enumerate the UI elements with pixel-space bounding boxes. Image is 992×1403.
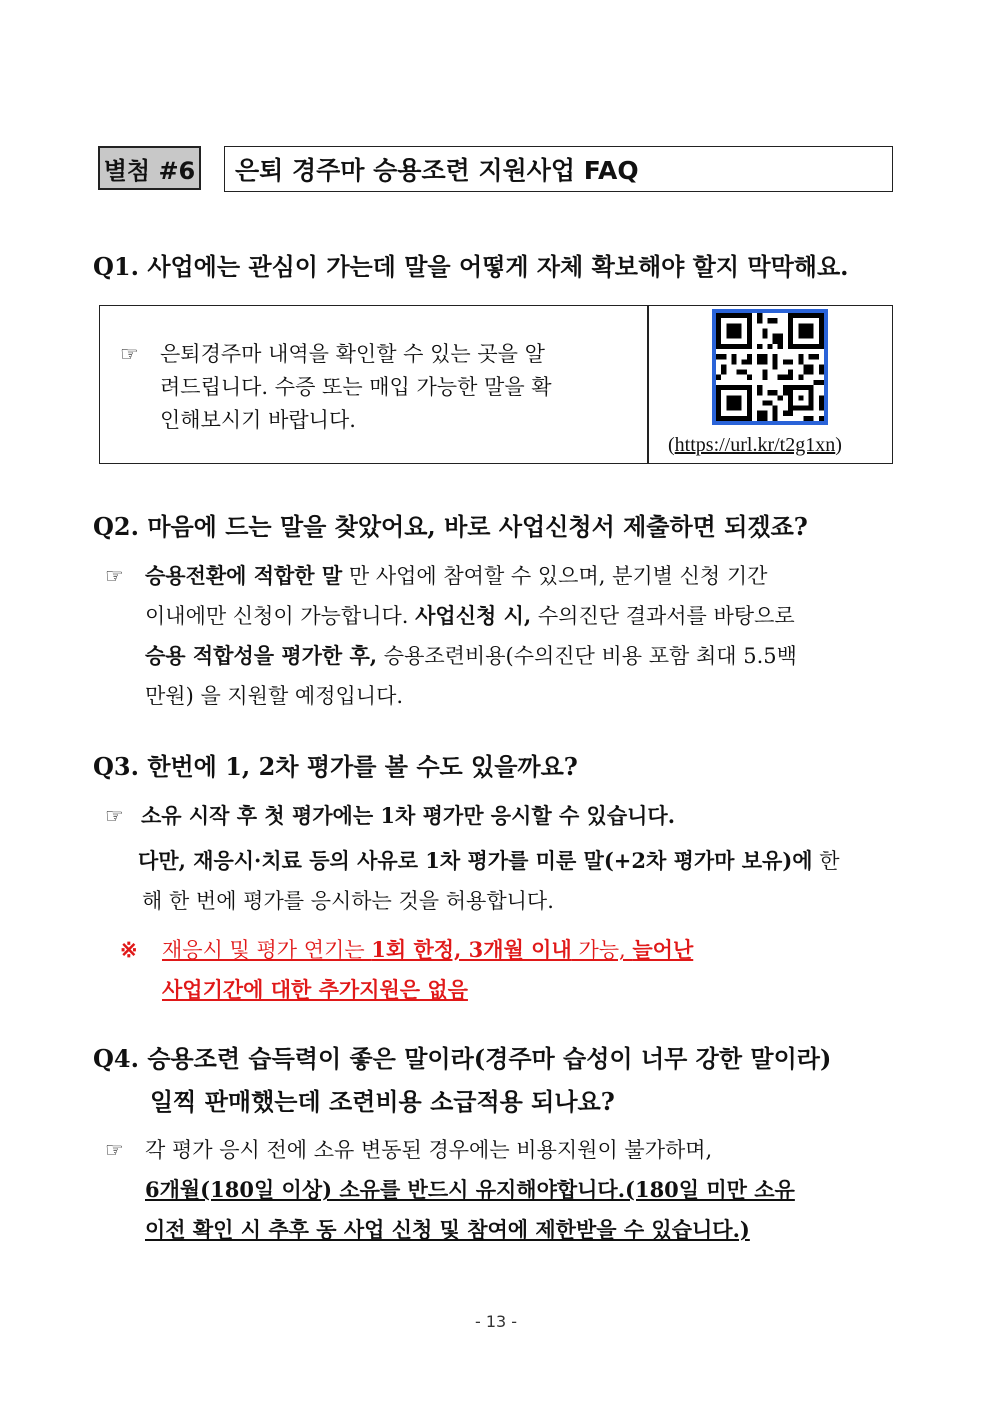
qr-code-icon xyxy=(712,309,828,425)
q1-answer-line: 려드립니다. 수증 또는 매입 가능한 말을 확 xyxy=(160,375,552,399)
q4-line-1: 각 평가 응시 전에 소유 변동된 경우에는 비용지원이 불가하며, xyxy=(145,1138,713,1162)
q2-emphasis: 사업신청 시, xyxy=(415,603,532,628)
q4-line-3 xyxy=(105,1210,905,1250)
q2-emphasis: 승용 적합성을 평가한 후, xyxy=(145,643,378,668)
q4-emphasis: 이전 확인 시 추후 동 사업 신청 및 참여에 제한받을 수 있습니다.) xyxy=(145,1217,750,1242)
url-close-paren: ) xyxy=(835,434,842,456)
q3-emphasis: 다만, 재응시·치료 등의 사유로 1차 평가를 미룬 말(+2차 평가마 보유)에 xyxy=(138,848,813,873)
q3-answer-cont xyxy=(138,841,908,921)
note-emphasis: 1회 한정, 3개월 이내 xyxy=(371,937,572,962)
q4-emphasis: 6개월(180일 이상) 소유를 반드시 유지해야합니다.(180일 미만 소유 xyxy=(145,1177,795,1202)
q1-answer-box xyxy=(99,305,893,464)
q1-answer-line: 인해보시기 바랍니다. xyxy=(160,408,356,432)
q3-line-3: 해 한 번에 평가를 응시하는 것을 허용합니다. xyxy=(142,889,554,913)
q2-text: 승용조련비용(수의진단 비용 포함 최대 5.5백 xyxy=(377,644,797,668)
note-emphasis: 늘어난 xyxy=(632,937,694,962)
q4-line-2 xyxy=(105,1170,905,1210)
q2-line-1 xyxy=(105,556,905,596)
note-emphasis: 사업기간에 대한 추가지원은 없음 xyxy=(162,977,468,1002)
q3-emphasis: 소유 시작 후 첫 평가에는 1차 평가만 응시할 수 있습니다. xyxy=(141,803,676,828)
question-3: Q3. 한번에 1, 2차 평가를 볼 수도 있을까요? xyxy=(93,752,578,781)
q3-note-line-2 xyxy=(120,970,910,1010)
pointing-hand-icon: ☞ xyxy=(105,804,124,828)
qr-url xyxy=(668,434,842,457)
page-title: 은퇴 경주마 승용조련 지원사업 FAQ xyxy=(224,146,893,192)
pointing-hand-icon: ☞ xyxy=(105,1138,124,1162)
pointing-hand-icon: ☞ xyxy=(105,564,124,588)
q3-note xyxy=(120,930,910,1010)
note-text: 재응시 및 평가 연기는 xyxy=(162,938,372,962)
q2-text: 이내에만 신청이 가능합니다. xyxy=(145,604,416,628)
q3-note-line-1 xyxy=(120,930,910,970)
q3-text: 한 xyxy=(812,849,840,873)
q3-line-2 xyxy=(138,841,908,881)
url-open-paren: ( xyxy=(668,434,675,456)
question-4-cont: 일찍 판매했는데 조련비용 소급적용 되나요? xyxy=(150,1087,615,1116)
q2-line-3 xyxy=(105,636,905,676)
box-divider xyxy=(647,306,649,463)
q3-line-1 xyxy=(105,796,905,836)
attachment-badge: 별첨 #6 xyxy=(98,146,201,190)
question-1: Q1. 사업에는 관심이 가는데 말을 어떻게 자체 확보해야 할지 막막해요. xyxy=(93,252,849,281)
q2-line-4: 만원) 을 지원할 예정입니다. xyxy=(145,684,404,708)
q2-answer xyxy=(105,556,905,716)
qr-link[interactable]: https://url.kr/t2g1xn xyxy=(674,434,836,456)
q1-answer xyxy=(120,338,640,437)
question-4: Q4. 승용조련 습득력이 좋은 말이라(경주마 습성이 너무 강한 말이라) xyxy=(93,1044,832,1073)
pointing-hand-icon: ☞ xyxy=(120,342,139,366)
q2-line-2 xyxy=(105,596,905,636)
q2-emphasis: 승용전환에 적합한 말 xyxy=(145,563,343,588)
q2-text: 만 사업에 참여할 수 있으며, 분기별 신청 기간 xyxy=(342,564,768,588)
note-text: 가능, xyxy=(571,938,633,962)
q3-answer xyxy=(105,796,905,836)
page-number: - 13 - xyxy=(474,1312,518,1331)
q1-answer-line: 은퇴경주마 내역을 확인할 수 있는 곳을 알 xyxy=(160,342,545,366)
q2-text: 수의진단 결과서를 바탕으로 xyxy=(531,604,795,628)
reference-mark-icon: ※ xyxy=(120,937,138,962)
q4-answer xyxy=(105,1130,905,1250)
question-2: Q2. 마음에 드는 말을 찾았어요, 바로 사업신청서 제출하면 되겠죠? xyxy=(93,512,808,541)
